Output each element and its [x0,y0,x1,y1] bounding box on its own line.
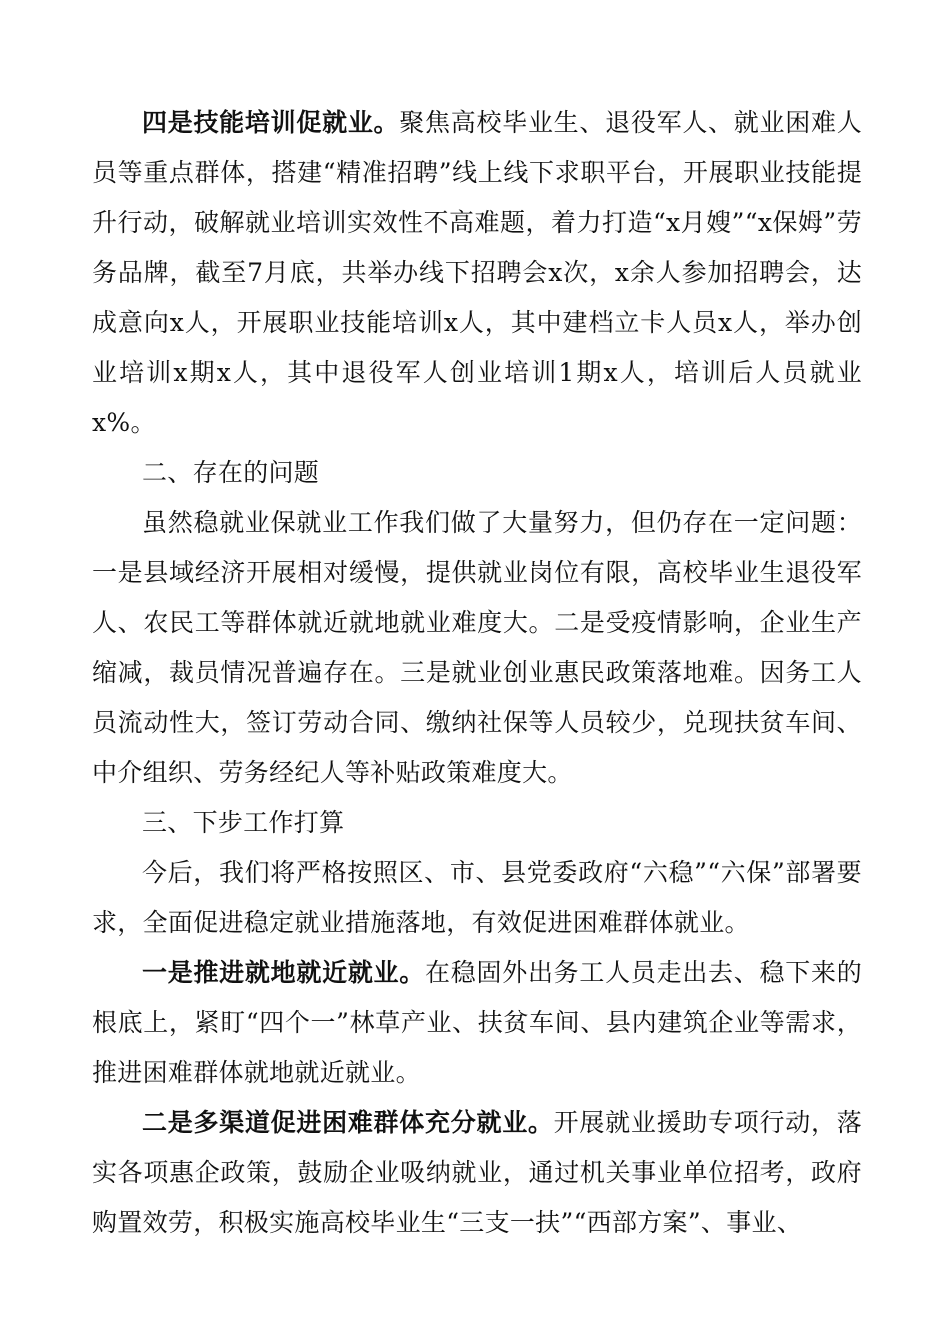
paragraph-lead: 一是推进就地就近就业。 [142,958,426,987]
paragraph-text: 开展就业援助专项行动，落实各项惠企政策，鼓励企业吸纳就业，通过机关事业单位招考，政府购置效劳，积极实施高校毕业生“三支一扶”“西部方案”、事业、 [92,1108,862,1237]
paragraph-local-employment [92,948,862,1098]
paragraph-problems: 虽然稳就业保就业工作我们做了大量努力，但仍存在一定问题：一是县域经济开展相对缓慢，提供就业岗位有限，高校毕业生退役军人、农民工等群体就近就地就业难度大。二是受疫情影响，企业生产缩减，裁员情况普遍存在。三是就业创业惠民政策落地难。因务工人员流动性大，签订劳动合同、缴纳社保等人员较少，兑现扶贫车间、中介组织、劳务经纪人等补贴政策难度大。 [92,508,862,787]
document-body [92,98,862,1248]
section-heading-problems: 二、存在的问题 [142,458,320,487]
paragraph-skills-training [92,98,862,448]
paragraph-next-steps-intro: 今后，我们将严格按照区、市、县党委政府“六稳”“六保”部署要求，全面促进稳定就业措施落地，有效促进困难群体就业。 [92,858,862,937]
paragraph-text: 在稳固外出务工人员走出去、稳下来的根底上，紧盯“四个一”林草产业、扶贫车间、县内建筑企业等需求，推进困难群体就地就近就业。 [92,958,862,1087]
paragraph-lead: 二是多渠道促进困难群体充分就业。 [142,1108,554,1137]
paragraph-lead: 四是技能培训促就业。 [142,108,400,137]
paragraph-text: 聚焦高校毕业生、退役军人、就业困难人员等重点群体，搭建“精准招聘”线上线下求职平台，开展职业技能提升行动，破解就业培训实效性不高难题，着力打造“x月嫂”“x保姆”劳务品牌，截至7月底，共举办线下招聘会x次，x余人参加招聘会，达成意向x人，开展职业技能培训x人，其中建档立卡人员x人，举办创业培训x期x人，其中退役军人创业培训1期x人，培训后人员就业x%。 [92,108,862,437]
paragraph-multi-channel-employment [92,1098,862,1248]
section-heading-next-steps: 三、下步工作打算 [142,808,345,837]
